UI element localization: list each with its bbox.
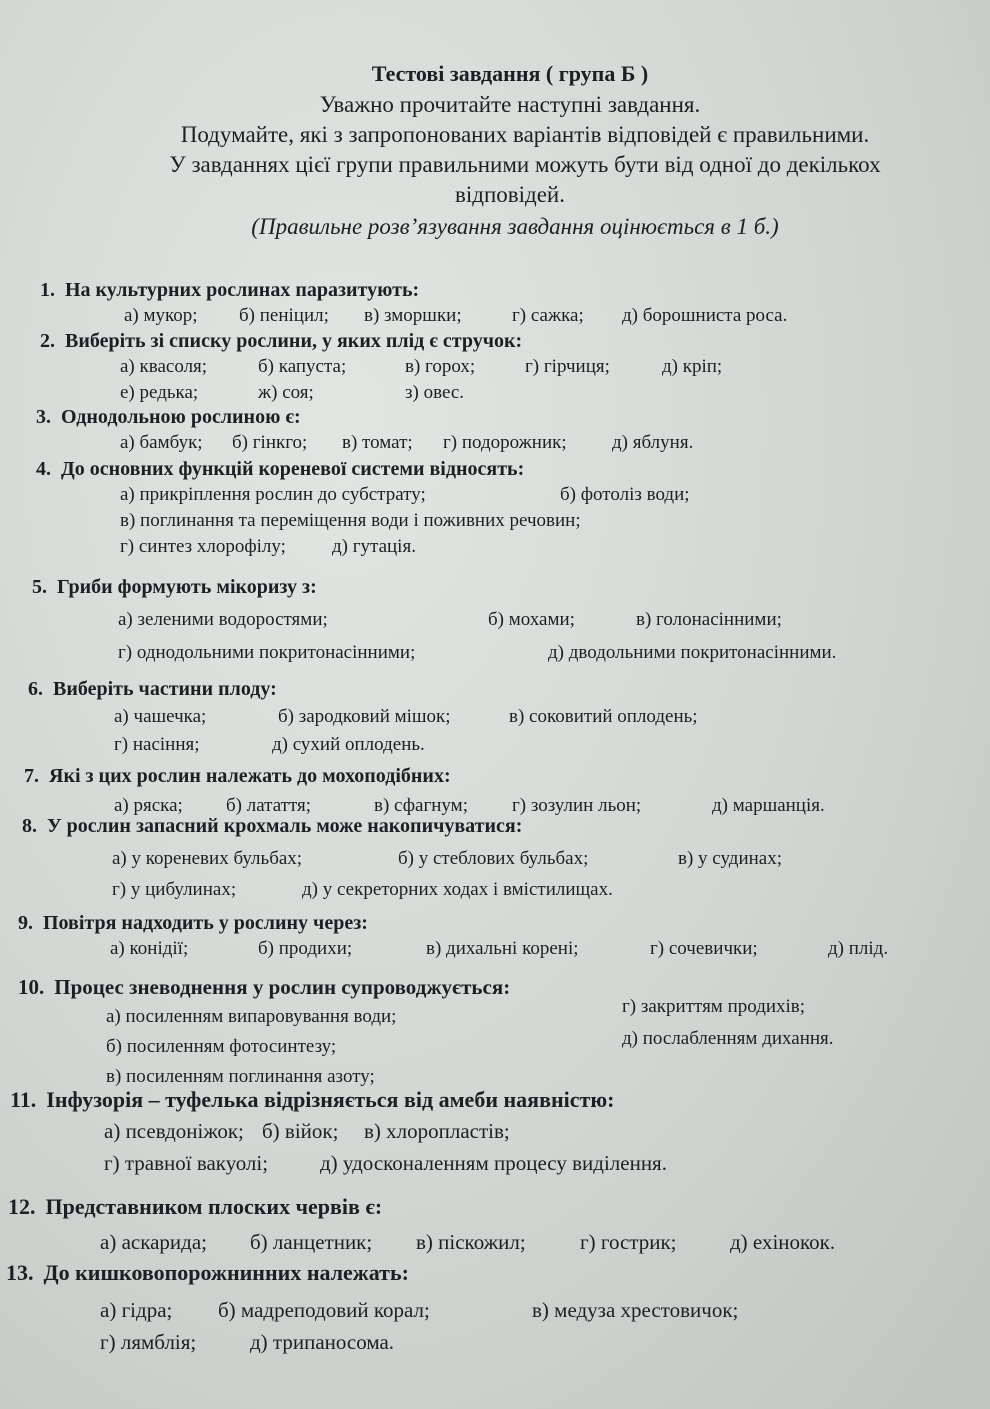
instruction-line-1: Уважно прочитайте наступні завдання. <box>319 92 701 117</box>
answer-options <box>104 1115 667 1179</box>
option-row <box>106 996 806 1032</box>
option-d[interactable]: г) зозулин льон; <box>512 795 642 816</box>
option-row <box>100 1294 739 1326</box>
option-d[interactable]: г) гострик; <box>580 1230 677 1254</box>
option-e[interactable]: д) плід. <box>828 938 889 959</box>
option-c[interactable]: в) соковитий оплодень; <box>509 706 698 727</box>
option-e[interactable]: д) кріп; <box>662 356 723 377</box>
option-e[interactable]: д) маршанція. <box>712 795 825 816</box>
question-title <box>28 676 277 702</box>
answer-options <box>106 996 834 1092</box>
option-row <box>110 936 889 962</box>
option-c[interactable]: в) томат; <box>342 432 413 453</box>
option-c[interactable]: в) дихальні корені; <box>426 938 579 959</box>
option-c[interactable]: в) хлоропластів; <box>364 1119 510 1143</box>
option-e[interactable]: д) удосконаленням процесу виділення. <box>320 1151 667 1175</box>
question-text: Виберіть зі списку рослини, у яких плід є стручок: <box>65 330 523 352</box>
question-number: 10. <box>18 975 45 999</box>
answer-options <box>120 354 723 406</box>
question-title <box>40 277 419 303</box>
question-title <box>36 456 524 482</box>
question-title <box>24 763 451 789</box>
answer-options <box>120 482 690 560</box>
option-b[interactable]: б) посиленням фотосинтезу; <box>106 1036 337 1057</box>
option-a[interactable]: а) зеленими водоростями; <box>118 609 328 630</box>
question-number: 1. <box>40 279 55 301</box>
question-number: 6. <box>28 678 43 700</box>
option-a[interactable]: а) квасоля; <box>120 356 208 377</box>
option-a[interactable]: а) аскарида; <box>100 1230 207 1254</box>
question-text: Повітря надходить у рослину через: <box>43 912 368 934</box>
option-b[interactable]: б) ланцетник; <box>250 1230 373 1254</box>
question-5 <box>32 574 837 666</box>
question-2 <box>40 328 723 406</box>
option-row <box>120 534 524 560</box>
option-c[interactable]: в) медуза хрестовичок; <box>532 1298 739 1322</box>
answer-options <box>118 606 837 666</box>
option-c[interactable]: в) сфагнум; <box>374 795 468 816</box>
option-c[interactable]: в) посиленням поглинання азоту; <box>106 1066 375 1087</box>
question-number: 4. <box>36 458 51 480</box>
option-c[interactable]: в) у судинах; <box>678 848 782 869</box>
option-b[interactable]: б) пеніцил; <box>239 305 329 326</box>
question-number: 5. <box>32 576 47 598</box>
option-row <box>118 640 837 666</box>
option-d[interactable]: г) лямблія; <box>100 1330 197 1354</box>
option-row <box>114 702 698 732</box>
option-b[interactable]: б) продихи; <box>258 938 353 959</box>
question-11 <box>10 1085 667 1179</box>
answer-options <box>110 936 889 962</box>
question-text: Однодольною рослиною є: <box>61 406 301 428</box>
option-row <box>112 845 782 877</box>
question-text: Які з цих рослин належать до мохоподібних: <box>49 765 451 787</box>
option-a[interactable]: а) конідії; <box>110 938 189 959</box>
question-1 <box>40 277 788 329</box>
question-text: Представником плоских червів є: <box>45 1194 383 1219</box>
option-a[interactable]: а) ряска; <box>114 795 183 816</box>
question-text: До кишковопорожнинних належать: <box>43 1260 409 1285</box>
option-e[interactable]: д) борошниста роса. <box>622 305 788 326</box>
question-text: Процес зневоднення у рослин супроводжується: <box>54 975 511 999</box>
question-7 <box>24 763 825 819</box>
scoring-note: (Правильне розв’язування завдання оцінюється в 1 б.) <box>251 214 779 239</box>
option-d[interactable]: г) синтез хлорофілу; <box>120 536 286 557</box>
option-b[interactable]: б) капуста; <box>258 356 347 377</box>
option-g[interactable]: ж) соя; <box>258 382 314 403</box>
question-number: 8. <box>22 815 37 837</box>
question-6 <box>28 676 698 758</box>
question-text: До основних функцій кореневої системи відносять: <box>61 458 525 480</box>
question-text: У рослин запасний крохмаль може накопичуватися: <box>47 815 523 837</box>
option-d[interactable]: г) насіння; <box>114 734 200 755</box>
question-title <box>18 910 368 936</box>
option-a[interactable]: а) у кореневих бульбах; <box>112 848 303 869</box>
answer-options <box>112 845 782 903</box>
option-row <box>100 1226 836 1258</box>
option-row <box>124 303 788 329</box>
option-row <box>118 606 782 640</box>
option-a[interactable]: а) гідра; <box>100 1298 173 1322</box>
question-number: 2. <box>40 330 55 352</box>
option-b[interactable]: б) мохами; <box>488 609 575 630</box>
sheet-header <box>0 58 990 244</box>
question-10 <box>18 974 834 1092</box>
option-b[interactable]: б) латаття; <box>226 795 312 816</box>
option-a[interactable]: а) прикріплення рослин до субстрату; <box>120 484 426 505</box>
question-title <box>10 1085 614 1115</box>
option-row <box>106 1028 834 1062</box>
question-number: 11. <box>10 1087 37 1112</box>
option-e[interactable]: д) трипаносома. <box>250 1330 395 1354</box>
option-d[interactable]: г) сочевички; <box>650 938 758 959</box>
question-title <box>22 813 522 839</box>
option-b[interactable]: б) гінкго; <box>232 432 308 453</box>
option-e[interactable]: д) ехінокок. <box>730 1230 836 1254</box>
option-row <box>104 1115 614 1147</box>
option-e[interactable]: д) у секреторних ходах і вмістилищах. <box>302 879 613 900</box>
question-title <box>36 404 301 430</box>
option-f[interactable]: е) редька; <box>120 382 199 403</box>
answer-options <box>120 430 694 456</box>
question-3 <box>36 404 694 456</box>
option-a[interactable]: а) мукор; <box>124 305 198 326</box>
question-number: 13. <box>6 1260 34 1285</box>
option-row <box>112 877 613 903</box>
option-d[interactable]: г) гірчиця; <box>525 356 610 377</box>
option-row <box>120 482 690 508</box>
option-row <box>120 380 522 406</box>
option-a[interactable]: а) бамбук; <box>120 432 203 453</box>
option-d[interactable]: г) сажка; <box>512 305 584 326</box>
option-e[interactable]: д) дводольними покритонасінними. <box>548 642 837 663</box>
option-a[interactable]: а) посиленням випаровування води; <box>106 1006 397 1027</box>
question-title <box>40 328 522 354</box>
option-a[interactable]: а) псевдоніжок; <box>104 1119 244 1143</box>
option-e[interactable]: д) послабленням дихання. <box>622 1028 834 1049</box>
option-c[interactable]: в) зморшки; <box>364 305 462 326</box>
option-e[interactable]: д) гутація. <box>332 536 416 557</box>
instruction-line-2: Подумайте, які з запропонованих варіантів відповідей є правильними. <box>180 122 870 147</box>
question-9 <box>18 910 889 962</box>
option-a[interactable]: а) чашечка; <box>114 706 207 727</box>
option-b[interactable]: б) у стеблових бульбах; <box>398 848 589 869</box>
option-row <box>104 1147 667 1179</box>
question-4 <box>36 456 690 560</box>
question-13 <box>6 1258 739 1358</box>
question-text: Виберіть частини плоду: <box>53 678 277 700</box>
question-title <box>6 1258 409 1288</box>
question-number: 3. <box>36 406 51 428</box>
option-c[interactable]: в) голонасінними; <box>636 609 782 630</box>
option-row <box>120 354 723 380</box>
option-e[interactable]: д) сухий оплодень. <box>272 734 425 755</box>
question-text: На культурних рослинах паразитують: <box>65 279 420 301</box>
option-c[interactable]: в) поглинання та переміщення води і поживних речовин; <box>120 510 581 531</box>
question-number: 12. <box>8 1194 36 1219</box>
option-b[interactable]: б) зародковий мішок; <box>278 706 451 727</box>
option-row <box>120 430 694 456</box>
question-text: Інфузорія – туфелька відрізняється від амеби наявністю: <box>46 1087 615 1112</box>
option-row <box>120 508 581 534</box>
option-d[interactable]: г) у цибулинах; <box>112 879 237 900</box>
answer-options <box>114 702 698 758</box>
instruction-line-3: У завданнях цієї групи правильними можуть бути від одної до декількох <box>169 152 881 177</box>
option-d[interactable]: г) подорожник; <box>443 432 567 453</box>
option-b[interactable]: б) війок; <box>262 1119 339 1143</box>
question-title <box>32 574 317 600</box>
option-b[interactable]: б) мадреподовий корал; <box>218 1298 430 1322</box>
option-e[interactable]: д) яблуня. <box>612 432 694 453</box>
option-d[interactable]: г) закриттям продихів; <box>622 996 806 1017</box>
question-title <box>8 1192 382 1222</box>
option-h[interactable]: з) овес. <box>405 382 465 403</box>
option-c[interactable]: в) піскожил; <box>416 1230 526 1254</box>
answer-options <box>100 1226 836 1258</box>
answer-options <box>124 303 788 329</box>
answer-options <box>100 1294 739 1358</box>
question-8 <box>22 813 782 903</box>
option-b[interactable]: б) фотоліз води; <box>560 484 690 505</box>
option-row <box>114 732 425 758</box>
question-12 <box>8 1192 836 1258</box>
question-title <box>18 974 510 1000</box>
question-number: 7. <box>24 765 39 787</box>
instruction-line-4: відповідей. <box>455 182 565 207</box>
option-c[interactable]: в) горох; <box>405 356 476 377</box>
page-title: Тестові завдання ( група Б ) <box>371 61 649 86</box>
option-row <box>100 1326 409 1358</box>
question-number: 9. <box>18 912 33 934</box>
option-d[interactable]: г) однодольними покритонасінними; <box>118 642 416 663</box>
option-d[interactable]: г) травної вакуолі; <box>104 1151 269 1175</box>
question-text: Гриби формують мікоризу з: <box>57 576 317 598</box>
